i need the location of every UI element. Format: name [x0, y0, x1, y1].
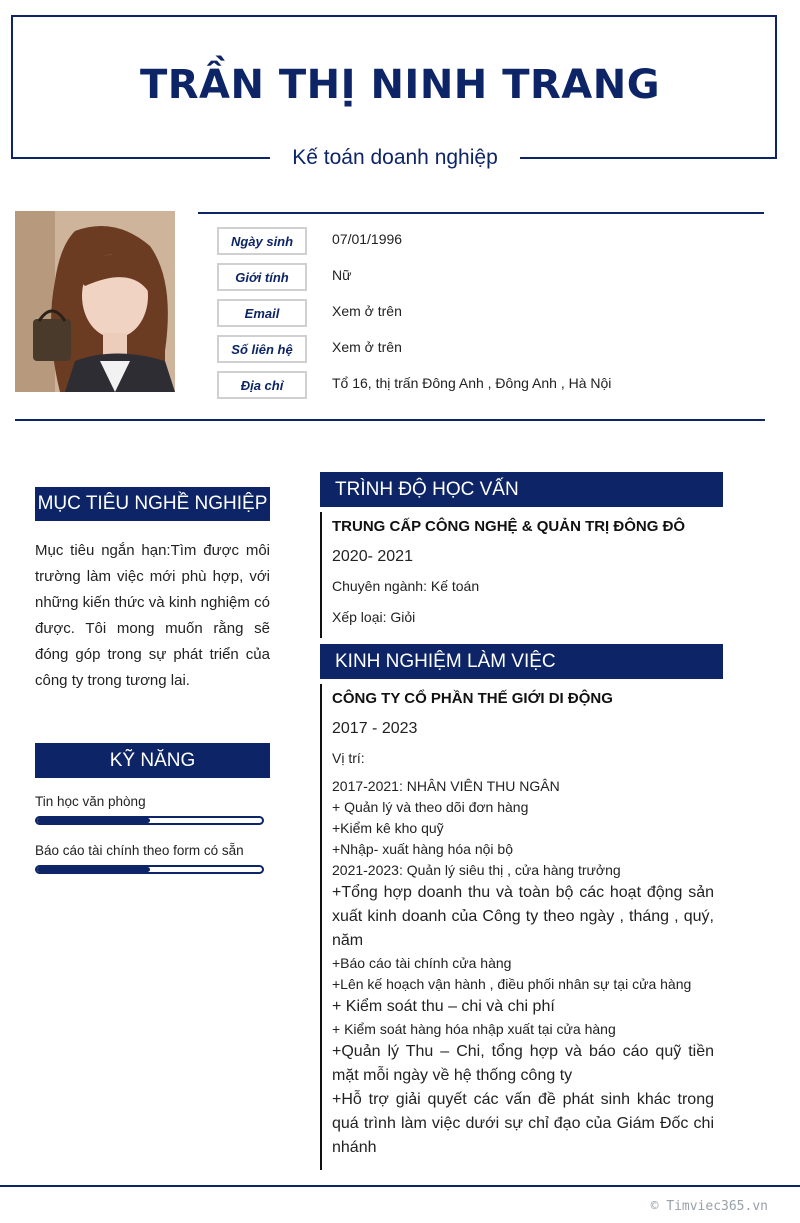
info-value: Nữ [332, 267, 352, 283]
objective-text: Mục tiêu ngắn hạn:Tìm được môi trường làm việc mới phù hợp, với những kiến thức và kinh nghiệm có được. Tôi mong muốn rằng sẽ đóng góp trong sự phát triển của công ty trong tương lai. [35, 542, 270, 689]
info-label: Địa chỉ [217, 371, 307, 399]
company-name: CÔNG TY CỔ PHẦN THẾ GIỚI DI ĐỘNG [332, 690, 613, 707]
experience-line: 2017-2021: NHÂN VIÊN THU NGÂN [332, 778, 560, 794]
education-rule [320, 512, 322, 638]
info-row-phone [217, 335, 777, 365]
experience-line: +Báo cáo tài chính cửa hàng [332, 955, 512, 971]
skill-name: Tin học văn phòng [35, 794, 146, 809]
candidate-name: TRẦN THỊ NINH TRANG [139, 62, 661, 108]
experience-years: 2017 - 2023 [332, 720, 418, 737]
experience-line: +Hỗ trợ giải quyết các vấn đề phát sinh khác trong quá trình làm việc dưới sự chỉ đạo của Giám Đốc chi nhánh [332, 1091, 714, 1156]
job-title: Kế toán doanh nghiệp [270, 146, 520, 172]
skill-bar-fill [37, 818, 150, 823]
info-bottom-rule [15, 419, 765, 421]
info-row-birthdate [217, 227, 777, 257]
skills-heading: KỸ NĂNG [35, 743, 270, 778]
info-top-rule [198, 212, 764, 214]
education-years: 2020- 2021 [332, 548, 413, 565]
skill-name: Báo cáo tài chính theo form có sẵn [35, 843, 244, 858]
experience-rule [320, 684, 322, 1170]
skill-bar-fill [37, 867, 150, 872]
experience-line: +Nhập- xuất hàng hóa nội bộ [332, 841, 513, 857]
school-name: TRUNG CẤP CÔNG NGHỆ & QUẢN TRỊ ĐÔNG ĐÔ [332, 518, 686, 535]
experience-line: +Kiểm kê kho quỹ [332, 820, 444, 836]
footer-rule [0, 1185, 800, 1187]
info-row-email [217, 299, 777, 329]
experience-line: +Lên kế hoạch vận hành , điều phối nhân sự tại cửa hàng [332, 976, 692, 992]
info-label: Email [217, 299, 307, 327]
experience-heading: KINH NGHIỆM LÀM VIỆC [320, 644, 723, 679]
experience-line: +Quản lý Thu – Chi, tổng hợp và báo cáo quỹ tiền mặt mỗi ngày về hệ thống công ty [332, 1043, 714, 1084]
education-grade: Xếp loại: Giỏi [332, 609, 416, 625]
info-value: 07/01/1996 [332, 231, 403, 247]
experience-line: +Tổng hợp doanh thu và toàn bộ các hoạt động sản xuất kinh doanh của Công ty theo ngày , tháng , quý, năm [332, 884, 714, 949]
avatar-image [15, 211, 175, 392]
info-label: Giới tính [217, 263, 307, 291]
skill-bar [35, 865, 264, 874]
info-row-address [217, 371, 777, 401]
info-value: Tổ 16, thị trấn Đông Anh , Đông Anh , Hà Nội [332, 375, 612, 391]
experience-description [332, 776, 714, 1160]
education-heading: TRÌNH ĐỘ HỌC VẤN [320, 472, 723, 507]
avatar [15, 211, 175, 392]
footer-credit: © Timviec365.vn [650, 1199, 768, 1214]
experience-line: + Kiểm soát hàng hóa nhập xuất tại cửa hàng [332, 1021, 616, 1037]
objective-heading: MỤC TIÊU NGHỀ NGHIỆP [35, 487, 270, 521]
info-value: Xem ở trên [332, 303, 402, 319]
skill-bar [35, 816, 264, 825]
experience-line: 2021-2023: Quản lý siêu thị , cửa hàng trưởng [332, 862, 621, 878]
info-label: Ngày sinh [217, 227, 307, 255]
education-major: Chuyên ngành: Kế toán [332, 578, 480, 594]
experience-line: + Quản lý và theo dõi đơn hàng [332, 799, 529, 815]
info-row-gender [217, 263, 777, 293]
info-label: Số liên hệ [217, 335, 307, 363]
experience-position: Vị trí: [332, 750, 365, 766]
info-value: Xem ở trên [332, 339, 402, 355]
experience-line: + Kiểm soát thu – chi và chi phí [332, 998, 555, 1015]
